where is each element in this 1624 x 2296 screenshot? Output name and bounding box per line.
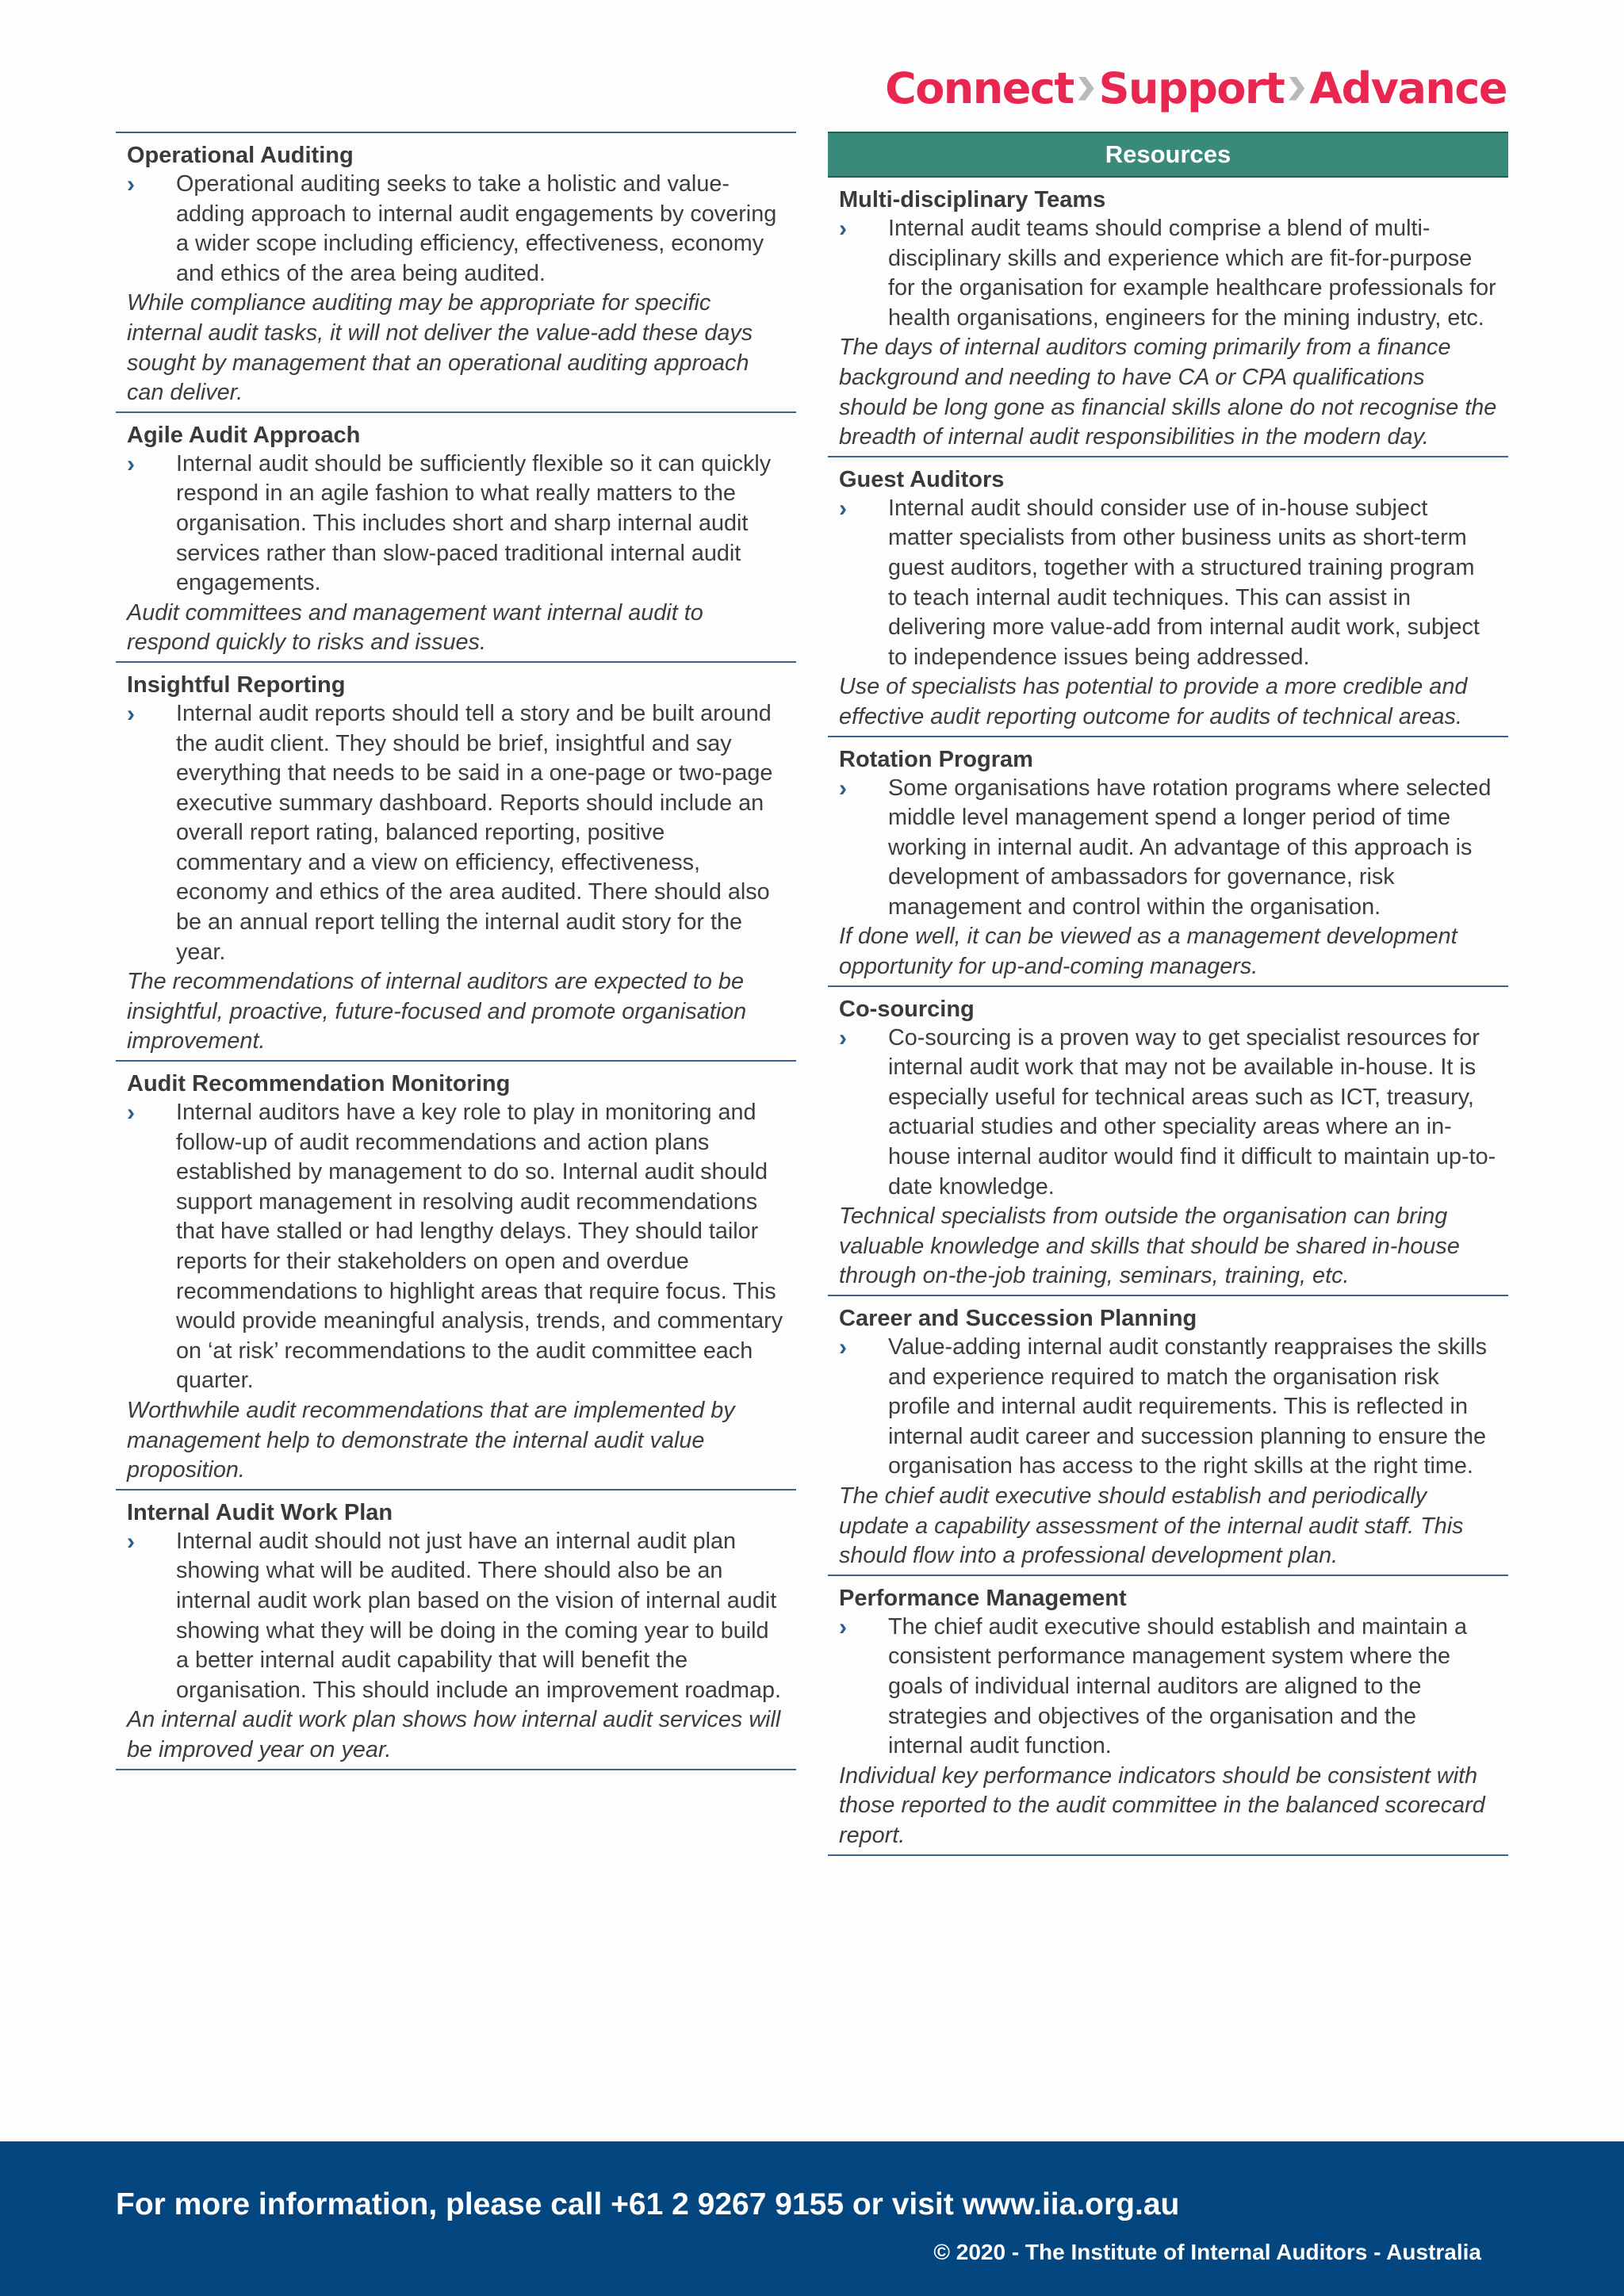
section-insightful-reporting (116, 663, 796, 1062)
brand-word-connect: Connect (885, 63, 1074, 113)
section-audit-recommendation-monitoring (116, 1062, 796, 1490)
chevron-right-icon: › (127, 171, 135, 197)
left-column (116, 132, 796, 1770)
chevron-right-icon: › (839, 495, 847, 522)
footer-bar (0, 2141, 1624, 2296)
section-note: An internal audit work plan shows how internal audit services will be improved year on year. (127, 1707, 781, 1762)
section-rotation-program (828, 737, 1508, 987)
section-performance-management (828, 1576, 1508, 1856)
resources-banner: Resources (828, 132, 1508, 178)
section-title: Agile Audit Approach (127, 422, 361, 448)
section-note: Technical specialists from outside the organisation can bring valuable knowledge and skills that should be shared in-house through on-the-job training, seminars, training, etc. (839, 1203, 1460, 1289)
section-note: Use of specialists has potential to provide a more credible and effective audit reporting outcome for audits of technical areas. (839, 674, 1468, 729)
bullet-item (839, 1333, 1497, 1482)
bullet-item (839, 214, 1497, 333)
section-note: Worthwhile audit recommendations that are implemented by management help to demonstrate the internal audit value proposition. (127, 1397, 735, 1483)
section-note: The chief audit executive should establish and periodically update a capability assessment of the internal audit staff. This should flow into a professional development plan. (839, 1483, 1464, 1569)
brand-word-support: Support (1098, 63, 1285, 113)
section-note: Individual key performance indicators should be consistent with those reported to the audit committee in the balanced scorecard report. (839, 1762, 1485, 1848)
section-guest-auditors (828, 457, 1508, 737)
section-title: Co-sourcing (839, 996, 975, 1022)
section-title: Performance Management (839, 1585, 1127, 1611)
bullet-text: Internal audit reports should tell a story and be built around the audit client. They should be brief, insightful and say everything that needs to be said in a one-page or two-page executive summary dashboard. Reports should include an overall report rating, balanced reporting, positive commentary and a view on efficiency, effectiveness, economy and ethics of the area audited. There should also be an annual report telling the internal audit story for the year. (176, 700, 773, 965)
chevron-right-icon: › (127, 1528, 135, 1555)
right-column (828, 132, 1508, 1856)
bullet-text: The chief audit executive should establish and maintain a consistent performance management system where the goals of individual internal auditors are aligned to the strategies and objectives of the organisation and the internal audit function. (888, 1613, 1467, 1759)
chevron-right-icon: › (839, 775, 847, 802)
bullet-text: Internal audit should be sufficiently flexible so it can quickly respond in an agile fashion to what really matters to the organisation. This includes short and sharp internal audit services rather than slow-paced traditional internal audit engagements. (176, 450, 772, 596)
brand-tagline (885, 63, 1507, 113)
bullet-text: Operational auditing seeks to take a holistic and value-adding approach to internal audit engagements by covering a wider scope including efficiency, effectiveness, economy and ethics of the area being audited. (176, 171, 777, 286)
section-note: The days of internal auditors coming primarily from a finance background and needing to have CA or CPA qualifications should be long gone as financial skills alone do not recognise the breadth of internal audit responsibilities in the modern day. (839, 335, 1497, 450)
bullet-item (127, 699, 785, 967)
chevron-right-icon: › (127, 1100, 135, 1127)
section-multi-disciplinary-teams (828, 178, 1508, 457)
section-note: The recommendations of internal auditors are expected to be insightful, proactive, future-focused and promote organisation improvement. (127, 969, 747, 1054)
section-note: Audit committees and management want internal audit to respond quickly to risks and issues. (127, 599, 703, 656)
bullet-text: Value-adding internal audit constantly reappraises the skills and experience required to match the organisation risk profile and internal audit requirements. This is reflected in internal audit career and succession planning to ensure the organisation has access to the right skills at the right time. (888, 1334, 1488, 1479)
section-title: Audit Recommendation Monitoring (127, 1071, 511, 1097)
section-internal-audit-work-plan (116, 1490, 796, 1770)
section-title: Rotation Program (839, 746, 1033, 772)
brand-word-advance: Advance (1309, 63, 1507, 113)
bullet-text: Internal auditors have a key role to play in monitoring and follow-up of audit recommendations and action plans established by management to do so. Internal audit should support management in resolving audit recommendations that have stalled or had lengthy delays. They should tailor reports for their stakeholders on open and overdue recommendations to highlight areas that require focus. This would provide meaningful analysis, trends, and commentary on ‘at risk’ recommendations to the audit committee each quarter. (176, 1100, 783, 1394)
chevron-right-icon (1289, 77, 1304, 101)
section-title: Insightful Reporting (127, 672, 346, 698)
bullet-text: Co-sourcing is a proven way to get specialist resources for internal audit work that may not be available in-house. It is especially useful for technical areas such as ICT, treasury, actuarial studies and other speciality areas where an in-house internal auditor would find it difficult to maintain up-to-date knowledge. (888, 1024, 1496, 1200)
bullet-item (839, 1613, 1497, 1762)
bullet-item (839, 1024, 1497, 1203)
section-co-sourcing (828, 987, 1508, 1296)
chevron-right-icon: › (839, 1334, 847, 1360)
bullet-item (127, 170, 785, 289)
bullet-text: Internal audit should not just have an internal audit plan showing what will be audited. There should also be an internal audit work plan based on the vision of internal audit showing what they will be doing in the coming year to build a better internal audit capability that will benefit the organisation. This should include an improvement roadmap. (176, 1528, 782, 1703)
bullet-text: Internal audit should consider use of in-house subject matter specialists from other business units as short-term guest auditors, together with a structured training program to teach internal audit techniques. This can assist in delivering more value-add from internal audit work, subject to independence issues being addressed. (888, 495, 1480, 670)
chevron-right-icon: › (839, 1024, 847, 1051)
chevron-right-icon: › (839, 216, 847, 242)
section-note: If done well, it can be viewed as a management development opportunity for up-and-coming managers. (839, 924, 1457, 980)
bullet-item (839, 494, 1497, 673)
bullet-text: Some organisations have rotation programs where selected middle level management spend a longer period of time working in internal audit. An advantage of this approach is development of ambassadors for governance, risk management and control within the organisation. (888, 775, 1492, 920)
section-title: Career and Succession Planning (839, 1306, 1197, 1331)
bullet-item (127, 450, 785, 599)
chevron-right-icon: › (127, 450, 135, 477)
bullet-item (127, 1098, 785, 1396)
section-career-and-succession-planning (828, 1296, 1508, 1576)
bullet-item (127, 1527, 785, 1706)
section-note: While compliance auditing may be appropriate for specific internal audit tasks, it will not deliver the value-add these days sought by management that an operational auditing approach can deliver. (127, 290, 753, 406)
footer-copyright: © 2020 - The Institute of Internal Auditors - Australia (933, 2240, 1481, 2264)
section-title: Operational Auditing (127, 143, 354, 168)
chevron-right-icon: › (127, 700, 135, 727)
section-title: Multi-disciplinary Teams (839, 187, 1106, 212)
section-title: Guest Auditors (839, 466, 1005, 492)
bullet-text: Internal audit teams should comprise a blend of multi-disciplinary skills and experience which are fit-for-purpose for the organisation for example healthcare professionals for health organisations, engineers for the mining industry, etc. (888, 216, 1496, 331)
section-title: Internal Audit Work Plan (127, 1499, 393, 1525)
chevron-right-icon (1078, 77, 1094, 101)
section-agile-audit-approach (116, 413, 796, 663)
chevron-right-icon: › (839, 1613, 847, 1640)
bullet-item (839, 774, 1497, 923)
footer-contact-info: For more information, please call +61 2 9267 9155 or visit www.iia.org.au (116, 2187, 1180, 2221)
section-operational-auditing (116, 132, 796, 413)
